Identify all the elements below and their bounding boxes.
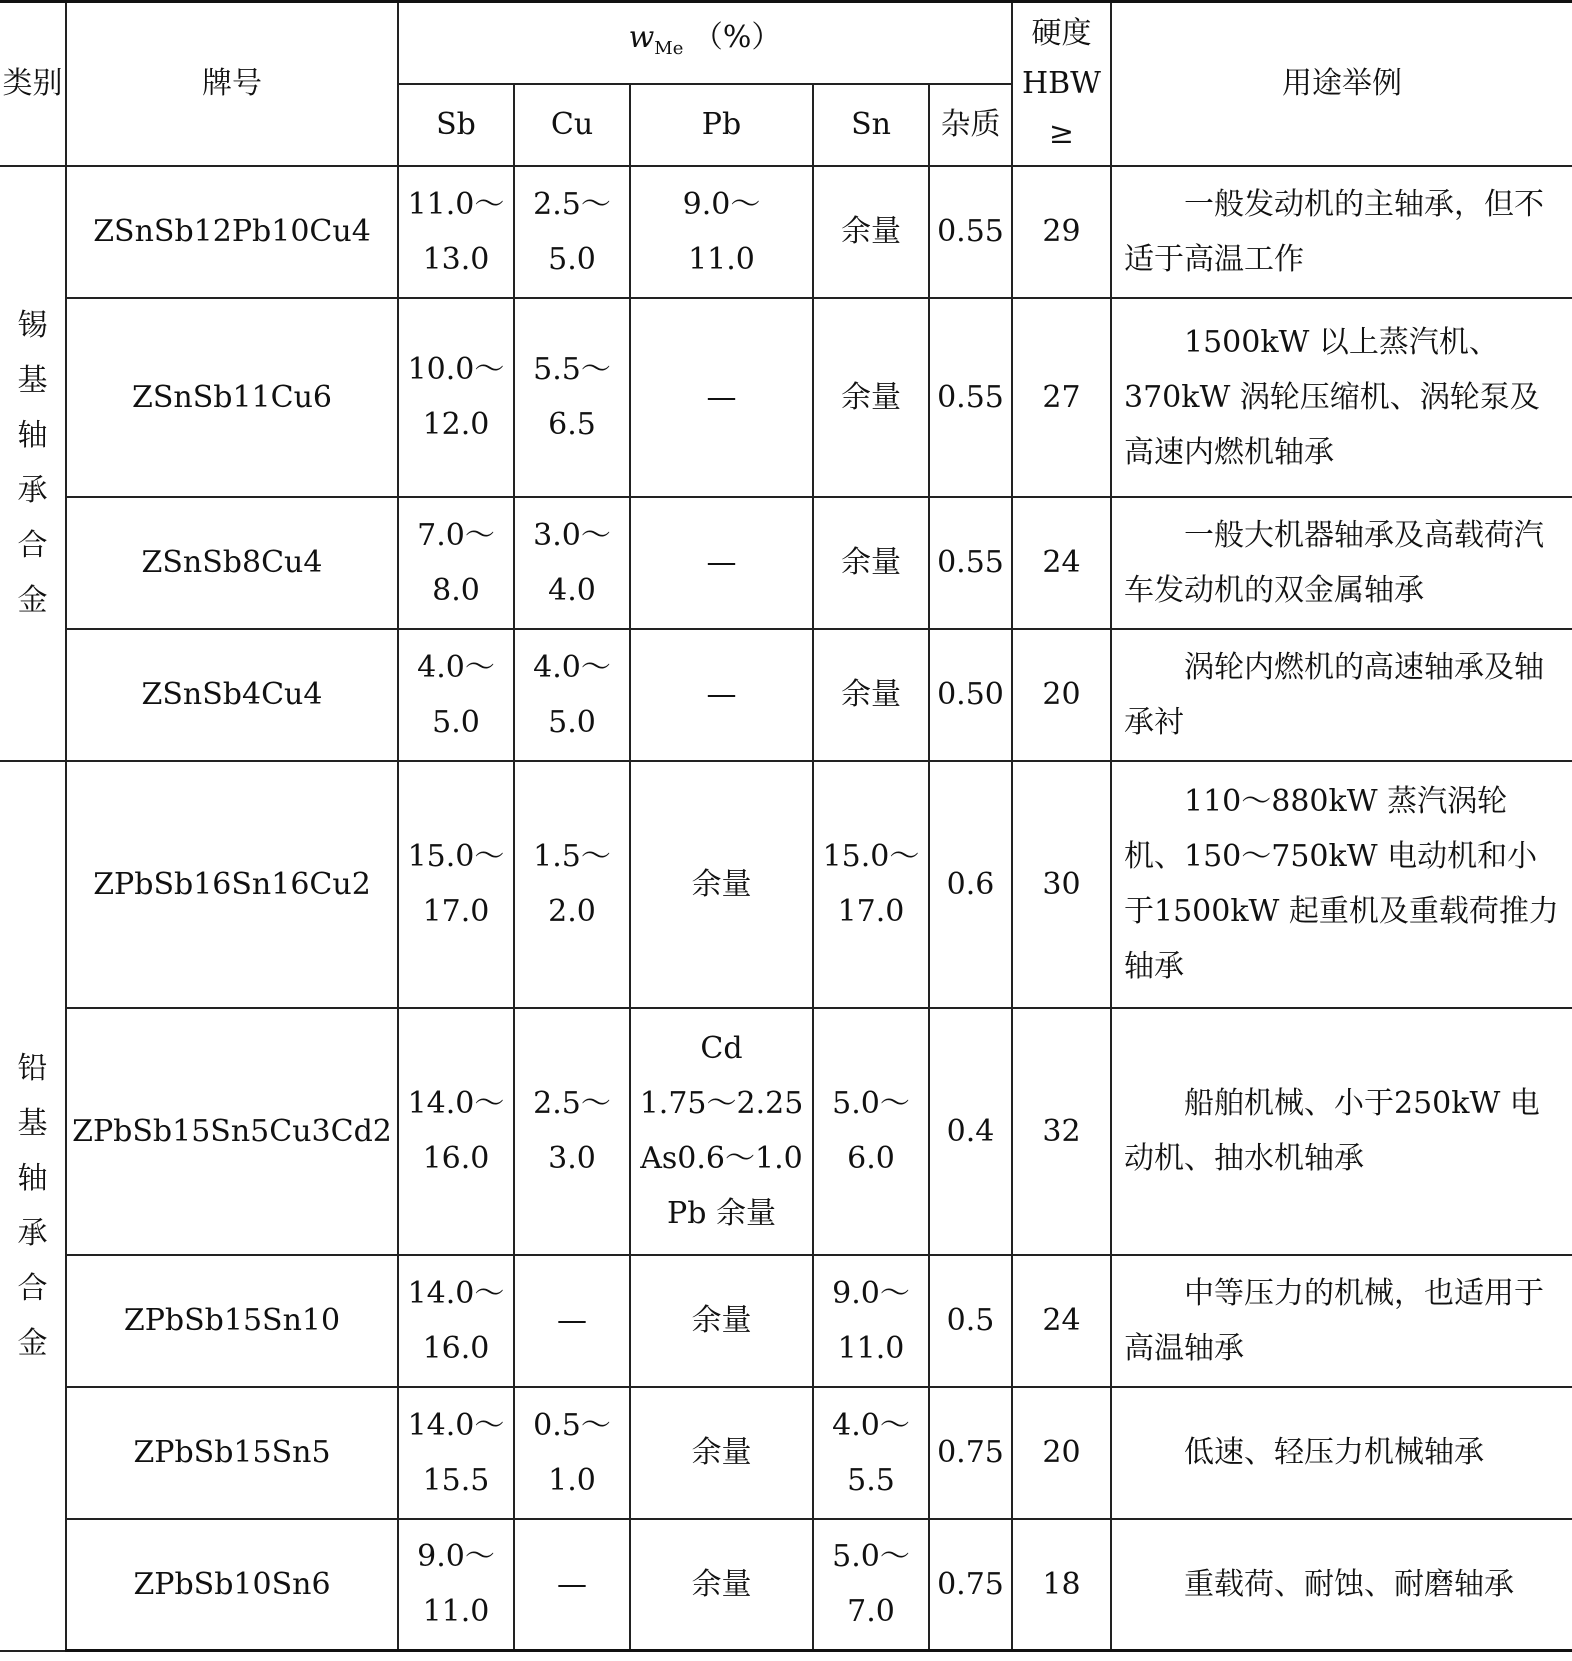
hardness-cell: 20 [1012, 1387, 1111, 1519]
pb-cell-line: 余量 [691, 1435, 752, 1470]
header-hardness-label: 硬度 [1031, 15, 1092, 51]
table-row [0, 1008, 1572, 1255]
category-cell [0, 761, 66, 1651]
cu-cell-line: 2.5～ [533, 186, 611, 222]
impurity-cell: 0.5 [929, 1255, 1012, 1387]
pb-cell [630, 1255, 813, 1387]
cu-cell-line: 3.0～ [533, 517, 611, 553]
pb-cell [630, 1008, 813, 1255]
category-label: 锡基轴承合金 [17, 308, 48, 618]
header-sn: Sn [813, 84, 929, 166]
sb-cell-line: 8.0 [432, 572, 480, 608]
table-row [0, 497, 1572, 629]
sn-cell [813, 1387, 929, 1519]
cu-cell [514, 1519, 630, 1651]
grade-cell: ZSnSb4Cu4 [66, 629, 398, 761]
pb-cell-line: 余量 [691, 1303, 752, 1338]
sb-cell-line: 14.0～ [407, 1086, 505, 1121]
impurity-cell: 0.55 [929, 497, 1012, 629]
impurity-cell: 0.4 [929, 1008, 1012, 1255]
cu-cell-line: 6.5 [548, 407, 596, 442]
sn-cell-line: 9.0～ [832, 1275, 910, 1311]
sn-cell [813, 166, 929, 298]
pb-cell-line: 1.75～2.25 [639, 1086, 804, 1121]
table-row [0, 761, 1572, 1008]
header-grade: 牌号 [66, 2, 398, 166]
pb-cell [630, 761, 813, 1008]
sb-cell-line: 11.0 [422, 1594, 490, 1630]
grade-cell: ZPbSb10Sn6 [66, 1519, 398, 1651]
header-composition-unit: （%） [692, 19, 782, 55]
cu-cell [514, 629, 630, 761]
table-row [0, 1387, 1572, 1519]
sb-cell-line: 16.0 [422, 1330, 490, 1366]
usage-cell: 重载荷、耐蚀、耐磨轴承 [1111, 1519, 1572, 1651]
header-composition-symbol: w [628, 19, 655, 55]
sn-cell-line: 余量 [841, 214, 901, 249]
header-composition-subscript: Me [654, 37, 684, 59]
table-row [0, 166, 1572, 298]
sn-cell-line: 6.0 [847, 1141, 895, 1176]
cu-cell-line: 5.0 [548, 241, 596, 277]
pb-cell [630, 629, 813, 761]
pb-cell [630, 298, 813, 497]
cu-cell-line: 1.5～ [533, 839, 611, 874]
header-usage: 用途举例 [1111, 2, 1572, 166]
impurity-cell: 0.55 [929, 166, 1012, 298]
cu-cell-line: 1.0 [548, 1462, 596, 1498]
sb-cell-line: 10.0～ [407, 352, 505, 387]
header-composition [398, 2, 1012, 84]
sb-cell-line: 15.0～ [407, 839, 505, 874]
sn-cell [813, 1519, 929, 1651]
hardness-cell: 20 [1012, 629, 1111, 761]
sb-cell-line: 12.0 [422, 407, 490, 442]
header-cu: Cu [514, 84, 630, 166]
cu-cell [514, 761, 630, 1008]
cu-cell-line: 4.0 [548, 572, 596, 608]
pb-cell [630, 497, 813, 629]
sb-cell-line: 14.0～ [407, 1275, 505, 1311]
header-category: 类别 [0, 2, 66, 166]
sb-cell-line: 9.0～ [417, 1539, 495, 1575]
sn-cell [813, 761, 929, 1008]
usage-cell: 1500kW 以上蒸汽机、370kW 涡轮压缩机、涡轮泵及高速内燃机轴承 [1111, 298, 1572, 497]
hardness-cell: 32 [1012, 1008, 1111, 1255]
cu-cell-line: 4.0～ [533, 649, 611, 685]
cu-cell-line: 2.5～ [533, 1086, 611, 1121]
sn-cell-line: 余量 [841, 379, 901, 415]
cu-cell-line: — [557, 1566, 587, 1602]
cu-cell [514, 1008, 630, 1255]
pb-cell [630, 1519, 813, 1651]
sn-cell [813, 298, 929, 497]
pb-cell-line: Pb 余量 [667, 1196, 776, 1231]
grade-cell: ZPbSb16Sn16Cu2 [66, 761, 398, 1008]
header-hardness-unit: HBW [1021, 65, 1102, 101]
usage-cell: 一般大机器轴承及高载荷汽车发动机的双金属轴承 [1111, 497, 1572, 629]
table-row [0, 1519, 1572, 1651]
pb-cell [630, 166, 813, 298]
sb-cell-line: 4.0～ [417, 649, 495, 685]
sb-cell-line: 15.5 [422, 1462, 490, 1498]
sb-cell-line: 17.0 [422, 894, 490, 929]
usage-cell: 涡轮内燃机的高速轴承及轴承衬 [1111, 629, 1572, 761]
pb-cell-line: — [706, 677, 737, 712]
grade-cell: ZPbSb15Sn10 [66, 1255, 398, 1387]
table-row [0, 1255, 1572, 1387]
pb-cell [630, 1387, 813, 1519]
hardness-cell: 27 [1012, 298, 1111, 497]
cu-cell-line: 5.0 [548, 704, 596, 740]
usage-cell: 船舶机械、小于250kW 电动机、抽水机轴承 [1111, 1008, 1572, 1255]
category-label: 铅基轴承合金 [17, 1050, 48, 1361]
sb-cell [398, 1387, 514, 1519]
hardness-cell: 29 [1012, 166, 1111, 298]
sn-cell [813, 629, 929, 761]
sn-cell-line: 5.0～ [832, 1086, 910, 1121]
sn-cell-line: 5.5 [847, 1462, 895, 1498]
sn-cell-line: 11.0 [837, 1330, 905, 1366]
header-pb: Pb [630, 84, 813, 166]
sb-cell-line: 14.0～ [407, 1407, 505, 1443]
cu-cell [514, 298, 630, 497]
impurity-cell: 0.75 [929, 1519, 1012, 1651]
sb-cell [398, 1255, 514, 1387]
sn-cell-line: 余量 [841, 545, 901, 580]
header-hardness-min: ≥ [1048, 115, 1075, 151]
sb-cell [398, 629, 514, 761]
usage-cell: 低速、轻压力机械轴承 [1111, 1387, 1572, 1519]
pb-cell-line: 余量 [691, 1566, 752, 1602]
pb-cell-line: As0.6～1.0 [640, 1141, 803, 1176]
table-row [0, 629, 1572, 761]
header-impurity: 杂质 [929, 84, 1012, 166]
sn-cell-line: 7.0 [847, 1594, 895, 1630]
sb-cell-line: 16.0 [422, 1141, 490, 1176]
hardness-cell: 30 [1012, 761, 1111, 1008]
impurity-cell: 0.50 [929, 629, 1012, 761]
sn-cell-line: 5.0～ [832, 1539, 910, 1575]
usage-cell: 中等压力的机械，也适用于高温轴承 [1111, 1255, 1572, 1387]
sb-cell [398, 1008, 514, 1255]
cu-cell [514, 166, 630, 298]
grade-cell: ZPbSb15Sn5Cu3Cd2 [66, 1008, 398, 1255]
sb-cell [398, 1519, 514, 1651]
impurity-cell: 0.75 [929, 1387, 1012, 1519]
sn-cell [813, 1008, 929, 1255]
sn-cell-line: 15.0～ [822, 839, 920, 874]
sb-cell [398, 497, 514, 629]
category-cell [0, 166, 66, 761]
cu-cell [514, 1387, 630, 1519]
hardness-cell: 24 [1012, 497, 1111, 629]
sn-cell [813, 497, 929, 629]
sn-cell-line: 4.0～ [832, 1407, 910, 1443]
pb-cell-line: — [706, 545, 737, 580]
table-row [0, 298, 1572, 497]
sn-cell-line: 17.0 [837, 894, 905, 929]
cu-cell-line: 2.0 [548, 894, 596, 929]
pb-cell-line: — [706, 379, 737, 415]
grade-cell: ZPbSb15Sn5 [66, 1387, 398, 1519]
cu-cell-line: — [557, 1303, 587, 1338]
sb-cell [398, 166, 514, 298]
usage-cell: 110～880kW 蒸汽涡轮机、150～750kW 电动机和小于1500kW 起重机及重载荷推力轴承 [1111, 761, 1572, 1008]
sb-cell-line: 5.0 [432, 704, 480, 740]
cu-cell-line: 3.0 [548, 1141, 596, 1176]
header-sb: Sb [398, 84, 514, 166]
cu-cell-line: 5.5～ [533, 352, 611, 387]
impurity-cell: 0.6 [929, 761, 1012, 1008]
pb-cell-line: 余量 [691, 866, 752, 902]
grade-cell: ZSnSb12Pb10Cu4 [66, 166, 398, 298]
sb-cell [398, 761, 514, 1008]
cu-cell [514, 497, 630, 629]
cu-cell [514, 1255, 630, 1387]
sn-cell [813, 1255, 929, 1387]
header-hardness [1012, 2, 1111, 166]
pb-cell-line: Cd [700, 1031, 743, 1066]
cu-cell-line: 0.5～ [533, 1407, 611, 1443]
pb-cell-line: 9.0～ [682, 186, 761, 222]
pb-cell-line: 11.0 [688, 241, 755, 277]
usage-cell: 一般发动机的主轴承，但不适于高温工作 [1111, 166, 1572, 298]
grade-cell: ZSnSb11Cu6 [66, 298, 398, 497]
sn-cell-line: 余量 [841, 677, 901, 712]
grade-cell: ZSnSb8Cu4 [66, 497, 398, 629]
sb-cell-line: 11.0～ [407, 186, 505, 222]
impurity-cell: 0.55 [929, 298, 1012, 497]
hardness-cell: 18 [1012, 1519, 1111, 1651]
sb-cell-line: 7.0～ [417, 517, 495, 553]
sb-cell [398, 298, 514, 497]
header-row-1 [0, 2, 1572, 84]
sb-cell-line: 13.0 [422, 241, 490, 277]
hardness-cell: 24 [1012, 1255, 1111, 1387]
